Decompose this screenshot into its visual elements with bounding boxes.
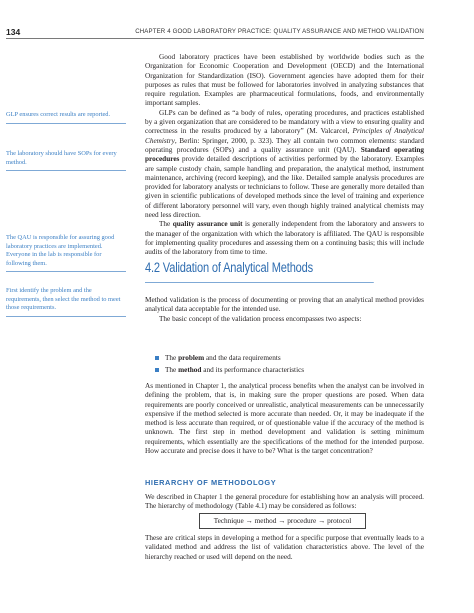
paragraph-qau: The quality assurance unit is generally independent from the laboratory and answers to the manager of the organization with which the laboratory is affiliated. The QAU is responsible for implementing quality procedures and assessing them on a continuing basis; this will include audits of the laboratory from time to time. <box>145 220 424 257</box>
term-sop: Standard operating procedures <box>145 145 424 164</box>
term-qau: quality assurance unit <box>172 220 243 229</box>
body-section-3 <box>145 382 424 456</box>
list-item: The problem and the data requirements <box>155 352 304 364</box>
section-title: 4.2 Validation of Analytical Methods <box>145 260 374 283</box>
paragraph-validation-def: Method validation is the process of documenting or proving that an analytical method provides analytical data acceptable for the intended use. <box>145 296 424 314</box>
paragraph-glp-intro: Good laboratory practices have been established by worldwide bodies such as the Organization for Economic Cooperation and Development (OECD) and the International Organization for Standardization (ISO). Government agencies have adopted them for their purposes as rules that must be followed for laboratories involved in analyzing substances that require regulation. Examples are pharmaceutical formulations, foods, and environmentally important samples. <box>145 53 424 108</box>
running-head: CHAPTER 4 GOOD LABORATORY PRACTICE: QUALITY ASSURANCE AND METHOD VALIDATION <box>135 28 424 35</box>
body-section-4 <box>145 493 424 512</box>
bullet-icon <box>155 368 159 372</box>
bullet-list <box>155 352 304 376</box>
paragraph-analytical-process: As mentioned in Chapter 1, the analytical process benefits when the analyst can be involved in defining the problem, that is, in making sure the proper questions are posed. When data requirements are poorly conceived or unrealistic, analytical measurements can be unnecessarily expensive if the method selected is more accurate than needed. Or, it may be inadequate if the method is less accurate than required, or of questionable value if the accuracy of the method is unknown. The first step in method development and validation is setting minimum requirements, which essentially are the specifications of the method for the intended purpose. How accurate and precise does it have to be? What is the target concentration? <box>145 382 424 456</box>
sidenote-glp: GLP ensures correct results are reported. <box>6 111 126 124</box>
body-section-2 <box>145 296 424 324</box>
subheading-hierarchy: HIERARCHY OF METHODOLOGY <box>145 478 277 487</box>
paragraph-glp-definition: GLPs can be defined as “a body of rules, operating procedures, and practices established by a given organization that are considered to be mandatory with a view to ensuring quality and correctness in the results produced by a laboratory” (M. Valcarcel, Principles of Analytical Chemistry, Berlin: Springer, 2000, p. 323). They all contain two common elements: standard operating procedures (SOPs) and a quality assurance unit (QAU). Standard operating procedures provide detailed descriptions of activities performed by the laboratory. Examples are sample custody chain, sample handling and preparation, the analytical method, instrument maintenance, archiving (record keeping), and the like. Detailed sample analysis procedures are provided for laboratory analysts or technicians to follow. These are generally more detailed than given in scientific publications of developed methods since the level of training and experience of different laboratory personnel will vary, even though highly trained analytical chemists may need less direction. <box>145 108 424 220</box>
page-number: 134 <box>6 27 21 37</box>
sidenote-qau: The QAU is responsible for assuring good laboratory practices are implemented. Everyone in the lab is responsible for following them. <box>6 234 126 272</box>
body-section-1 <box>145 53 424 258</box>
paragraph-hierarchy-intro: We described in Chapter 1 the general procedure for establishing how an analysis will proceed. The hierarchy of methodology (Table 4.1) may be considered as follows: <box>145 493 424 511</box>
paragraph-critical-steps: These are critical steps in developing a method for a specific purpose that eventually leads to a validated method and address the list of validation characteristics above. The level of the hierarchy reached or used will depend on the need. <box>145 534 424 561</box>
page-header <box>6 27 424 39</box>
paragraph-validation-concept: The basic concept of the validation process encompasses two aspects: <box>159 314 362 323</box>
body-section-5 <box>145 534 424 562</box>
book-title: Principles of Analytical Chemistry <box>145 127 424 145</box>
list-item: The method and its performance characteristics <box>155 364 304 376</box>
sidenote-sops: The laboratory should have SOPs for every method. <box>6 150 126 171</box>
hierarchy-box: Technique → method → procedure → protocol <box>199 513 366 529</box>
sidenote-validation: First identify the problem and the requirements, then select the method to meet those requirements. <box>6 287 126 317</box>
bullet-icon <box>155 356 159 360</box>
